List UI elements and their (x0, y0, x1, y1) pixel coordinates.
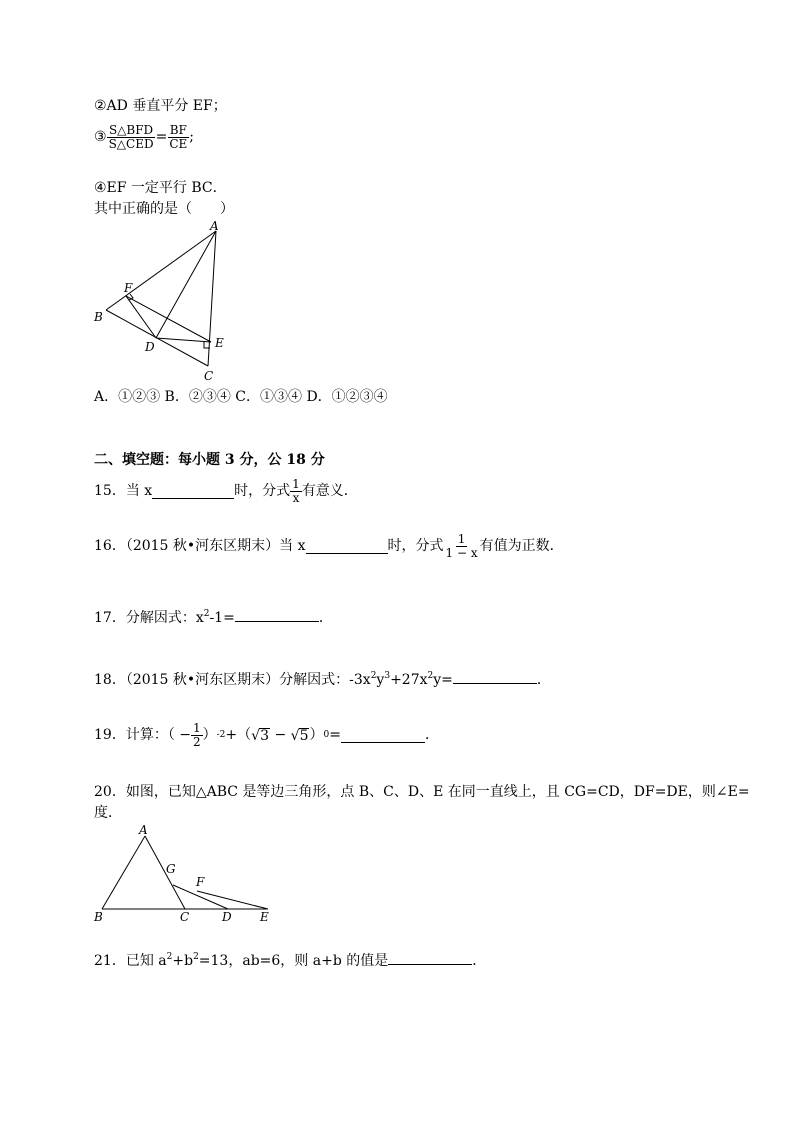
q18-text-1: y (376, 672, 385, 688)
q16-text-end: 有值为正数． (479, 538, 564, 555)
q19-text-end: ． (424, 727, 439, 744)
q21-text-end: ． (472, 953, 487, 969)
q18-answer-blank[interactable] (453, 671, 537, 684)
q19-plus: +（ (225, 727, 252, 744)
statement-2: ②AD 垂直平分 EF； (94, 98, 227, 114)
segment-fd (126, 296, 156, 338)
label-a: A (139, 823, 148, 837)
segment-ac (145, 836, 185, 909)
q19-equals: = (329, 727, 341, 744)
q18-text-start: 18．（2015 秋•河东区期末）分解因式：-3x (94, 672, 371, 688)
q18-exp-2: 3 (384, 671, 391, 681)
segment-ad (156, 231, 216, 338)
label-a: A (210, 219, 219, 233)
q16-text-mid: 时，分式 (387, 538, 444, 555)
q19-paren-close: ） (202, 727, 217, 744)
q21-text-2: =13，ab=6，则 a+b 的值是 (198, 953, 389, 969)
question-17 (94, 609, 333, 625)
q18-text-2: +27x (390, 672, 428, 688)
segment-ab (106, 231, 216, 310)
q19-minus: − (270, 727, 291, 744)
segment-fe (126, 296, 211, 342)
q17-text-mid: -1= (209, 610, 235, 626)
segment-ratio-fraction (167, 124, 189, 150)
label-e: E (260, 910, 269, 924)
q21-text-1: +b (172, 953, 194, 969)
segment-ab (102, 836, 145, 909)
q21-text-start: 21．已知 a (94, 953, 167, 969)
q15-numerator: 1 (292, 477, 300, 491)
q15-text-start: 15．当 x (94, 483, 153, 500)
q19-answer-blank[interactable] (341, 728, 425, 743)
q19-numerator: 1 (193, 721, 201, 735)
label-f: F (124, 281, 133, 295)
q21-exp-2: 2 (193, 952, 199, 962)
question-19: 19．计算：（ − $\frac{1}{2}$ ） -2 +（ √3 − √5 ） 0 = ． (94, 721, 439, 749)
q17-answer-blank[interactable] (235, 609, 319, 622)
q15-text-mid: 时，分式 (234, 483, 291, 500)
q16-answer-blank[interactable] (306, 539, 388, 554)
q16-text-start: 16．（2015 秋•河东区期末）当 x (94, 538, 306, 555)
area-ratio-denominator: S△CED (108, 136, 154, 151)
label-e: E (215, 336, 224, 350)
question-18 (94, 671, 551, 687)
triangle-figure-2 (90, 822, 280, 924)
statement-4: ④EF 一定平行 BC． (94, 180, 227, 196)
q18-text-end: ． (536, 672, 551, 688)
section-title: 二、填空题：每小题 3 分，公 18 分 (94, 452, 325, 468)
q15-answer-blank[interactable] (152, 484, 234, 499)
question-21 (94, 952, 486, 968)
equals-sign: = (155, 129, 168, 146)
segment-ratio-denominator: CE (169, 136, 188, 151)
label-f: F (196, 875, 205, 889)
question-20-line-1: 20．如图，已知△ABC 是等边三角形，点 B、C、D、E 在同一直线上，且 CG=CD，DF=DE，则∠E= (94, 784, 750, 800)
label-b: B (94, 310, 103, 324)
q15-fraction (290, 478, 302, 504)
question-16 (94, 533, 564, 559)
q18-exp-3: 2 (427, 671, 434, 681)
triangle-figure-1 (88, 218, 238, 386)
q19-denominator: 2 (193, 734, 201, 749)
statement-3-suffix: ; (189, 129, 194, 146)
q19-radicand-1: 3 (260, 727, 269, 744)
q19-radicand-2: 5 (299, 727, 309, 744)
q19-text-start: 19．计算：（ − (94, 727, 191, 744)
q17-exponent: 2 (203, 609, 210, 619)
q19-sqrt-5: √5 (290, 727, 309, 744)
question-15 (94, 478, 358, 504)
q21-exp-1: 2 (166, 952, 173, 962)
q19-paren-close-2: ） (309, 727, 324, 744)
area-ratio-numerator: S△BFD (108, 123, 154, 137)
statement-3-prefix: ③ (94, 129, 107, 146)
q18-text-3: y= (433, 672, 453, 688)
label-d: D (222, 910, 232, 924)
segment-ratio-numerator: BF (169, 123, 187, 137)
segment-de (156, 338, 211, 342)
label-g: G (166, 862, 176, 876)
label-c: C (204, 369, 214, 383)
q19-sqrt-3: √3 (251, 727, 269, 744)
statement-3 (94, 124, 194, 150)
q18-exp-1: 2 (370, 671, 377, 681)
answer-options: A．①②③ B．②③④ C．①③④ D．①②③④ (94, 389, 388, 405)
question-20-line-2: 度． (94, 805, 122, 821)
q17-text-start: 17．分解因式：x (94, 610, 204, 626)
q16-numerator: 1 (457, 532, 466, 546)
q15-text-end: 有意义． (301, 483, 358, 500)
q15-denominator: x (292, 490, 300, 505)
label-d: D (145, 340, 155, 354)
q16-denominator: 1 − x (445, 545, 478, 560)
q19-fraction (191, 722, 203, 748)
q17-text-end: ． (318, 610, 333, 626)
question-prompt: 其中正确的是（ ） (94, 201, 234, 217)
label-c: C (180, 910, 190, 924)
label-b: B (94, 910, 103, 924)
area-ratio-fraction (107, 124, 156, 150)
q16-fraction (444, 533, 480, 559)
q21-answer-blank[interactable] (388, 952, 472, 965)
